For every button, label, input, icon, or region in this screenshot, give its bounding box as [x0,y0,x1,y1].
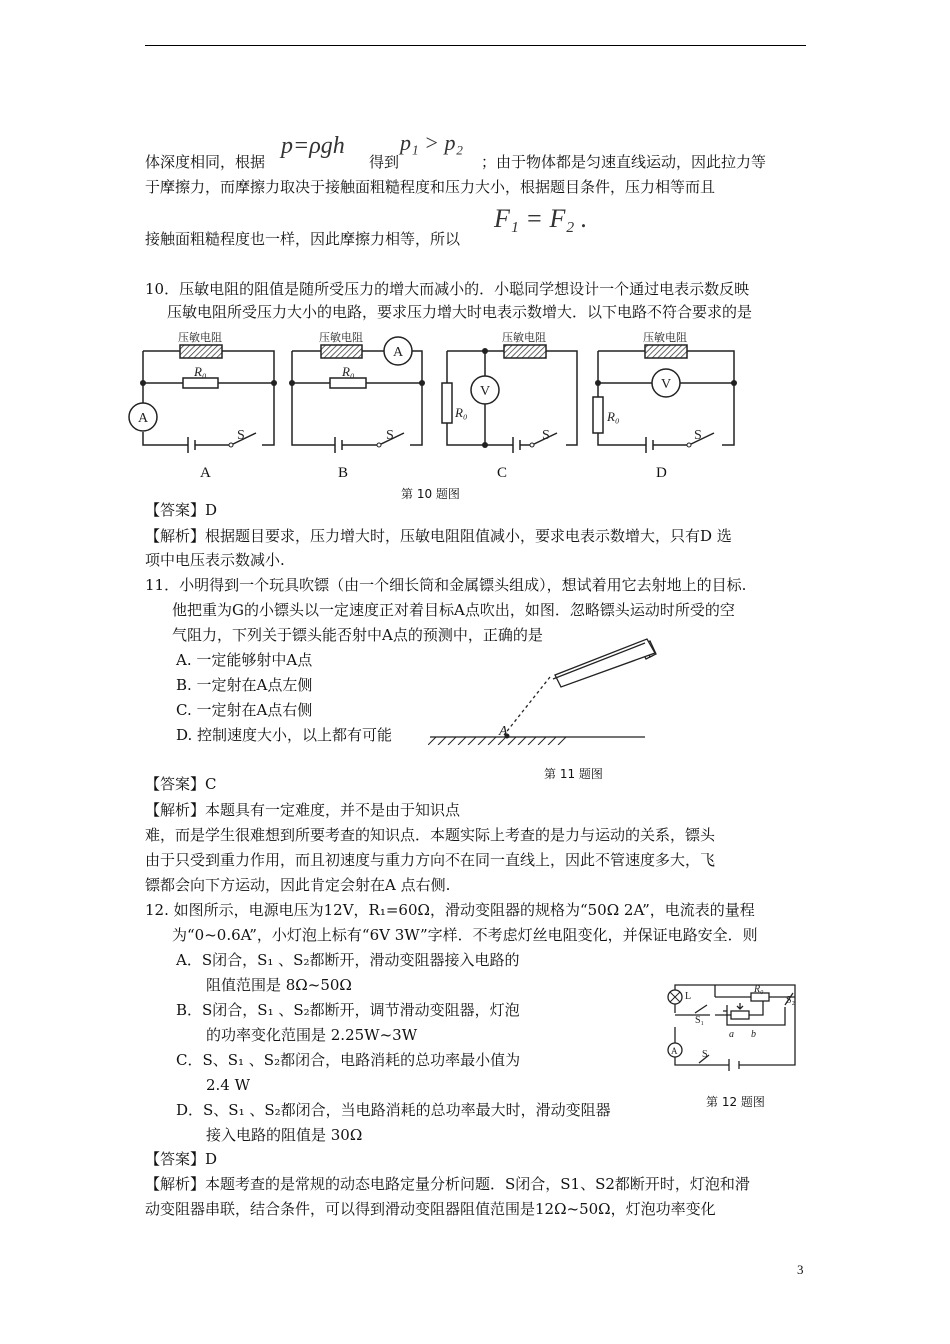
voltmeter-label: V [480,384,491,399]
option-c-label: C [497,465,508,481]
intro-line1c: ；由于物体都是匀速直线运动，因此拉力等 [481,153,767,171]
s-label: S [702,1049,708,1060]
q11-stem-2: 他把重为G的小镖头以一定速度正对着目标A点吹出，如图．忽略镖头运动时所受的空 [172,601,735,619]
lamp-label: L [685,991,692,1002]
switch-label: S [694,428,702,443]
q12-choice-a-1: A．S闭合，S₁ 、S₂都断开，滑动变阻器接入电路的 [176,951,520,969]
q11-analysis-3: 由于只受到重力作用，而且初速度与重力方向不在同一直线上，因此不管速度多大，飞 [145,851,716,869]
target-point-label: A [499,724,508,739]
option-d-label: D [656,465,667,481]
ammeter-label: A [393,345,404,360]
r0-label: R₀ [194,364,207,379]
q12-answer: 【答案】D [145,1150,218,1168]
circuit-d [593,345,734,453]
q10-stem-2: 压敏电阻所受压力大小的电路，要求压力增大时电表示数增大．以下电路不符合要求的是 [167,303,753,321]
switch-label: S [542,428,550,443]
q12-stem-2: 为“0~0.6A”，小灯泡上标有“6V 3W”字样．不考虑灯丝电阻变化，并保证电路安全．则 [172,926,758,944]
intro-line3: 接触面粗糙程度也一样，因此摩擦力相等，所以 [145,230,461,248]
intro-line1b: 得到 [369,153,400,171]
voltmeter-label: V [661,377,672,392]
q11-stem-1: 11．小明得到一个玩具吹镖（由一个细长筒和金属镖头组成），想试着用它去射地上的目标. [145,576,747,594]
ammeter-label: A [138,411,149,426]
q12-stem-1: 12. 如图所示，电源电压为12V，R₁=60Ω，滑动变阻器的规格为“50Ω 2A”，电流表的量程 [145,901,755,919]
header-rule [145,45,806,46]
option-b-label: B [338,465,349,481]
q11-analysis-4: 镖都会向下方运动，因此肯定会射在A 点右侧. [145,876,451,894]
q12-choice-d-1: D．S、S₁ 、S₂都闭合，当电路消耗的总功率最大时，滑动变阻器 [176,1101,611,1119]
terminal-b-label: b [751,1029,756,1040]
q10-analysis-1: 【解析】根据题目要求，压力增大时，压敏电阻阻值减小，要求电表示数增大，只有D 选 [145,527,732,545]
s2-label: S₂ [786,995,796,1006]
q10-caption: 第 10 题图 [401,487,460,501]
q12-circuit-diagram [665,975,805,1075]
q12-choice-a-2: 阻值范围是 8Ω~50Ω [206,976,352,994]
q11-analysis-2: 难，而是学生很难想到所要考查的知识点．本题实际上考查的是力与运动的关系，镖头 [145,826,716,844]
sensor-label: 压敏电阻 [643,332,687,344]
sensor-label: 压敏电阻 [502,332,546,344]
page-number: 3 [797,1262,804,1277]
q12-analysis-2: 动变阻器串联，结合条件，可以得到滑动变阻器阻值范围是12Ω~50Ω，灯泡功率变化 [145,1200,716,1218]
q12-choice-c-2: 2.4 W [206,1076,251,1094]
q12-choice-d-2: 接入电路的阻值是 30Ω [206,1126,363,1144]
q12-caption: 第 12 题图 [706,1095,765,1109]
q11-choice-c: C. 一定射在A点右侧 [176,701,313,719]
q10-analysis-2: 项中电压表示数减小. [145,551,285,569]
intro-line2: 于摩擦力，而摩擦力取决于接触面粗糙程度和压力大小，根据题目条件，压力相等而且 [145,178,716,196]
formula-force: F₁ = F₂ . [494,204,588,233]
q11-choice-b: B. 一定射在A点左侧 [176,676,313,694]
q11-analysis-1: 【解析】本题具有一定难度，并不是由于知识点 [145,801,461,819]
intro-line1a: 体深度相同，根据 [145,153,266,171]
q11-caption: 第 11 题图 [544,767,603,781]
r0-label: R₀ [607,409,620,424]
r0-label: R₀ [754,984,764,995]
q12-choice-b-2: 的功率变化范围是 2.25W~3W [206,1026,418,1044]
q10-answer: 【答案】D [145,501,218,519]
circuit-c [442,345,577,453]
option-a-label: A [200,465,211,481]
formula-pressure: p=ρgh [281,133,345,159]
q11-answer: 【答案】C [145,775,217,793]
q11-dart-diagram [428,635,668,745]
s1-label: S₁ [695,1015,705,1026]
q11-choice-d: D. 控制速度大小，以上都有可能 [176,726,393,744]
sensor-label: 压敏电阻 [178,332,222,344]
q12-choice-b-1: B．S闭合，S₁ 、S₂都断开，调节滑动变阻器，灯泡 [176,1001,520,1019]
sensor-label: 压敏电阻 [319,332,363,344]
r0-label: R₀ [342,364,355,379]
switch-label: S [386,428,394,443]
q11-choice-a: A. 一定能够射中A点 [176,651,313,669]
q10-circuits-diagram [0,325,950,500]
switch-label: S [237,428,245,443]
terminal-a-label: a [729,1029,734,1040]
q12-choice-c-1: C．S、S₁ 、S₂都闭合，电路消耗的总功率最小值为 [176,1051,521,1069]
q12-analysis-1: 【解析】本题考查的是常规的动态电路定量分析问题．S闭合，S1、S2都断开时，灯泡和滑 [145,1175,750,1193]
circuit-a [129,345,274,453]
q11-stem-3: 气阻力，下列关于镖头能否射中A点的预测中，正确的是 [172,626,543,644]
q10-stem-1: 10．压敏电阻的阻值是随所受压力的增大而减小的．小聪同学想设计一个通过电表示数反映 [145,280,750,298]
r0-label: R₀ [455,405,468,420]
ammeter-label: A [671,1046,678,1056]
formula-compare: p₁ > p₂ [400,130,464,155]
